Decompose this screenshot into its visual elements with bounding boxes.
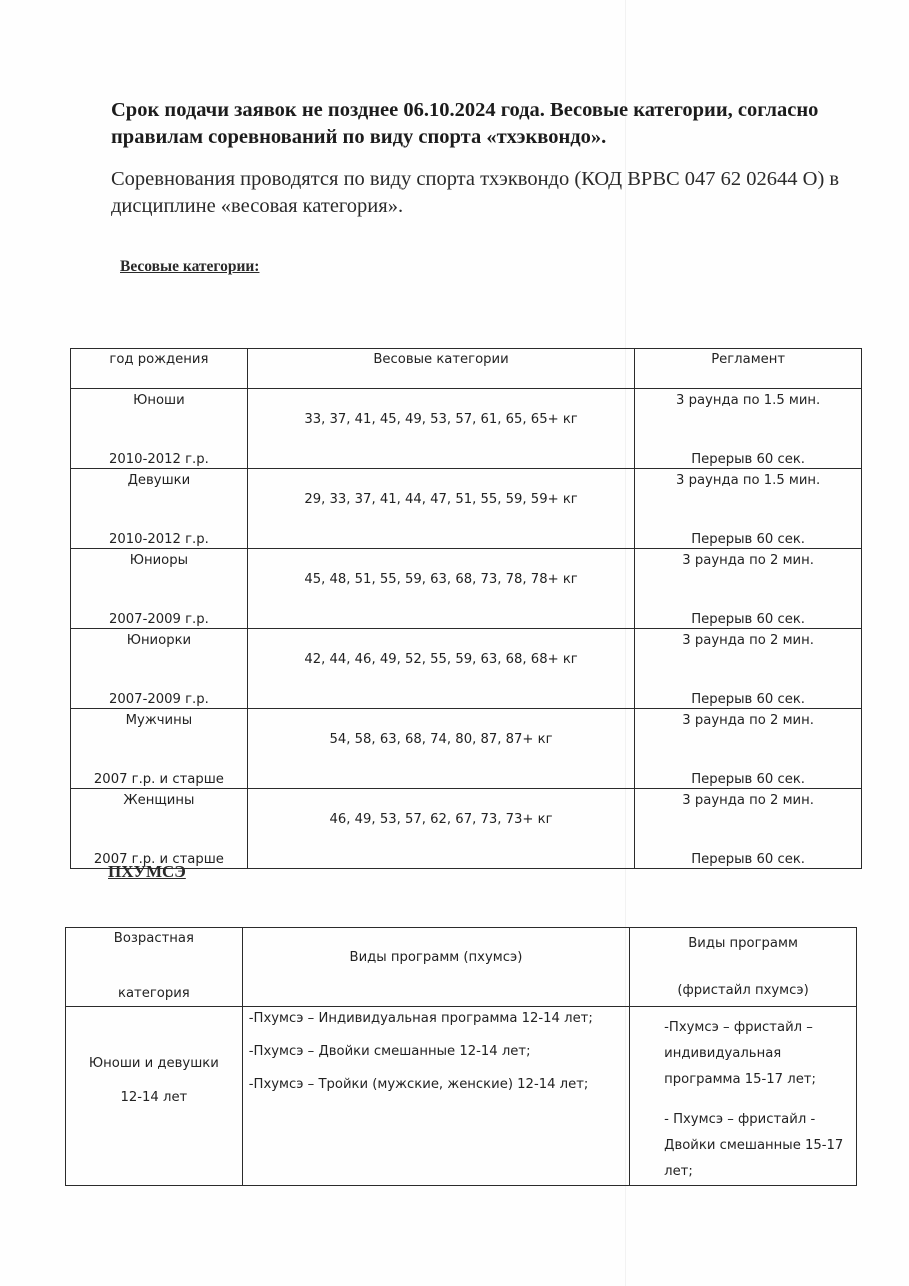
break-text: Перерыв 60 сек. <box>691 452 805 467</box>
rounds-text: 3 раунда по 1.5 мин. <box>676 393 821 408</box>
group-name: Юниоры <box>129 553 189 568</box>
weights-cell <box>247 789 634 869</box>
poomsae-section-title: ПХУМСЭ <box>108 862 186 881</box>
regulation-cell <box>635 389 862 469</box>
table-row <box>66 1007 857 1186</box>
group-cell <box>71 549 248 629</box>
poomsae-programs-table <box>65 927 857 1186</box>
table-header-row <box>71 349 862 389</box>
header-birth-year: год рождения <box>71 349 248 389</box>
deadline-heading: Срок подачи заявок не позднее 06.10.2024 года. Весовые категории, согласно правилам соревнований по виду спорта «тхэквондо». <box>111 99 819 148</box>
weights-section-title: Весовые категории: <box>120 258 260 275</box>
group-name: Юниорки <box>126 633 192 648</box>
birth-years: 2007 г.р. и старше <box>93 852 224 867</box>
birth-years: 2007-2009 г.р. <box>109 612 209 627</box>
table-header-row <box>66 928 857 1007</box>
break-text: Перерыв 60 сек. <box>691 532 805 547</box>
weights-cell <box>247 549 634 629</box>
break-text: Перерыв 60 сек. <box>691 772 805 787</box>
rounds-text: 3 раунда по 2 мин. <box>682 713 814 728</box>
age-range: 12-14 лет <box>120 1090 188 1105</box>
birth-years: 2010-2012 г.р. <box>109 532 209 547</box>
break-text: Перерыв 60 сек. <box>691 852 805 867</box>
program-item: -Пхумсэ – Двойки смешанные 12-14 лет; <box>248 1044 531 1059</box>
regulation-cell <box>635 789 862 869</box>
age-cell <box>66 1007 243 1186</box>
birth-years: 2010-2012 г.р. <box>109 452 209 467</box>
regulation-cell <box>635 549 862 629</box>
group-cell <box>71 389 248 469</box>
table-row <box>71 629 862 709</box>
header-age-line2: категория <box>118 986 190 1001</box>
weights-list: 45, 48, 51, 55, 59, 63, 68, 73, 78, 78+ кг <box>304 572 578 587</box>
header-programs <box>242 928 629 1007</box>
weights-cell <box>247 629 634 709</box>
group-cell <box>71 709 248 789</box>
weight-categories-table <box>70 348 862 869</box>
freestyle-item: -Пхумсэ – фристайл – индивидуальная программа 15-17 лет; <box>664 1020 816 1087</box>
freestyle-cell <box>630 1007 857 1186</box>
header-freestyle-line1: Виды программ <box>688 936 798 951</box>
programs-cell <box>242 1007 629 1186</box>
birth-years: 2007-2009 г.р. <box>109 692 209 707</box>
freestyle-item: - Пхумсэ – фристайл - Двойки смешанные 15-17 лет; <box>664 1112 844 1179</box>
regulation-cell <box>635 709 862 789</box>
birth-years: 2007 г.р. и старше <box>93 772 224 787</box>
group-name: Мужчины <box>125 713 193 728</box>
group-name: Юноши <box>133 393 185 408</box>
weights-cell <box>247 469 634 549</box>
header-freestyle-line2: (фристайл пхумсэ) <box>677 983 809 998</box>
header-weight-categories: Весовые категории <box>247 349 634 389</box>
group-name: Девушки <box>127 473 191 488</box>
break-text: Перерыв 60 сек. <box>691 692 805 707</box>
break-text: Перерыв 60 сек. <box>691 612 805 627</box>
rounds-text: 3 раунда по 2 мин. <box>682 553 814 568</box>
weights-list: 54, 58, 63, 68, 74, 80, 87, 87+ кг <box>329 732 553 747</box>
header-regulations: Регламент <box>635 349 862 389</box>
regulation-cell <box>635 469 862 549</box>
group-name: Женщины <box>123 793 195 808</box>
header-age-line1: Возрастная <box>113 931 194 946</box>
group-cell <box>71 629 248 709</box>
rounds-text: 3 раунда по 2 мин. <box>682 793 814 808</box>
regulation-cell <box>635 629 862 709</box>
program-item: -Пхумсэ – Тройки (мужские, женские) 12-14 лет; <box>248 1077 589 1092</box>
weights-list: 29, 33, 37, 41, 44, 47, 51, 55, 59, 59+ кг <box>304 492 578 507</box>
weights-list: 33, 37, 41, 45, 49, 53, 57, 61, 65, 65+ кг <box>304 412 578 427</box>
rounds-text: 3 раунда по 1.5 мин. <box>676 473 821 488</box>
table-row <box>71 709 862 789</box>
intro-paragraph: Соревнования проводятся по виду спорта тхэквондо (КОД ВРВС 047 62 02644 О) в дисциплине «весовая категория». <box>111 168 840 217</box>
program-item: -Пхумсэ – Индивидуальная программа 12-14 лет; <box>248 1011 593 1026</box>
header-age-category <box>66 928 243 1007</box>
group-cell <box>71 469 248 549</box>
weights-cell <box>247 709 634 789</box>
header-freestyle <box>630 928 857 1007</box>
age-group-name: Юноши и девушки <box>88 1056 219 1071</box>
weights-cell <box>247 389 634 469</box>
weights-list: 46, 49, 53, 57, 62, 67, 73, 73+ кг <box>329 812 553 827</box>
weights-list: 42, 44, 46, 49, 52, 55, 59, 63, 68, 68+ кг <box>304 652 578 667</box>
table-row <box>71 469 862 549</box>
table-row <box>71 789 862 869</box>
group-cell <box>71 789 248 869</box>
rounds-text: 3 раунда по 2 мин. <box>682 633 814 648</box>
header-programs-label: Виды программ (пхумсэ) <box>349 950 523 965</box>
table-row <box>71 549 862 629</box>
table-row <box>71 389 862 469</box>
